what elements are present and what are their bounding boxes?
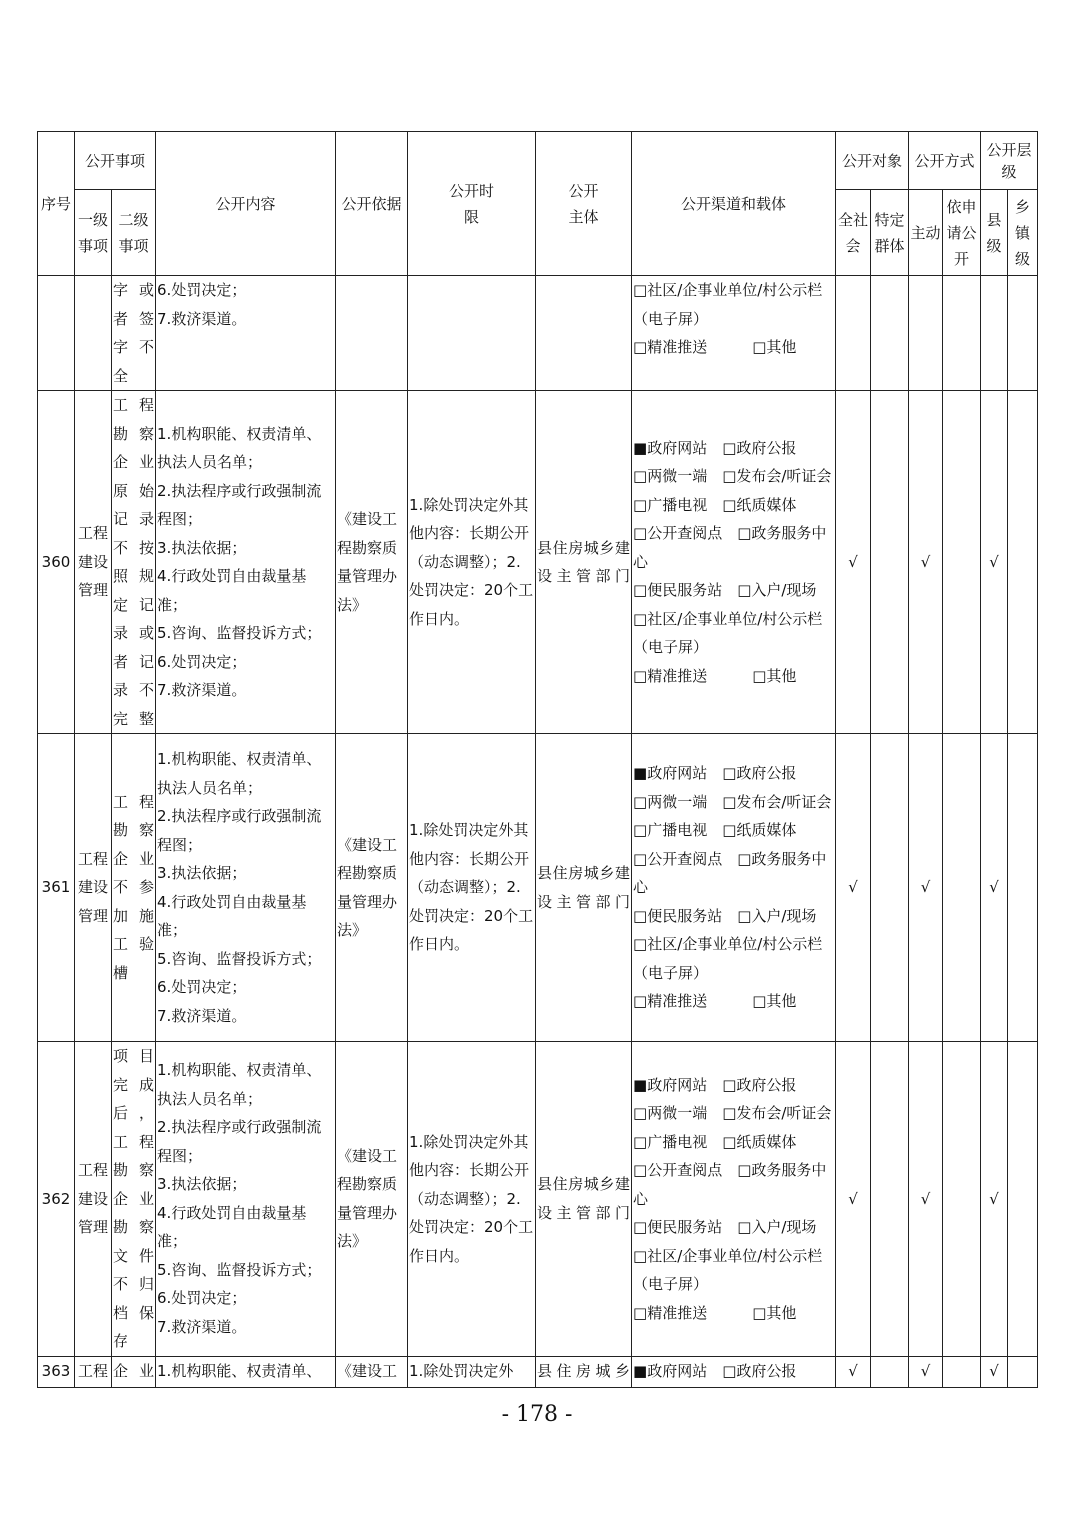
content-line: 6.处罚决定； <box>157 281 247 299</box>
level-county-cell <box>981 276 1008 391</box>
content-line: 5.咨询、监督投诉方式； <box>157 624 322 642</box>
header-seq: 序号 <box>38 132 75 276</box>
header-method: 公开方式 <box>909 132 981 190</box>
header-method-active: 主动 <box>909 190 943 276</box>
content-line: 3.执法依据； <box>157 538 247 557</box>
channel-line: □公开查阅点 □政务服务中心 <box>633 849 827 897</box>
content-line: 6.处罚决定； <box>157 652 247 671</box>
channel-line: □精准推送 □其他 <box>633 666 797 685</box>
time-limit-cell: 1.除处罚决定外 <box>408 1356 536 1387</box>
method-active-cell: √ <box>909 1042 943 1357</box>
content-line: 1.机构职能、权责清单、执法人员名单； <box>157 1061 322 1108</box>
content-line: 4.行政处罚自由裁量基准； <box>157 892 307 939</box>
channel-cell <box>632 1356 836 1387</box>
header-basis: 公开依据 <box>336 132 408 276</box>
header-level-county: 县级 <box>981 190 1008 276</box>
header-method-apply: 依申请公开 <box>943 190 981 276</box>
level-county-cell: √ <box>981 1356 1008 1387</box>
content-line: 4.行政处罚自由裁量基准； <box>157 567 307 614</box>
channel-line: □精准推送 □其他 <box>633 1303 797 1322</box>
channel-line: □公开查阅点 □政务服务中心 <box>633 524 827 571</box>
channel-line: ■政府网站 □政府公报 <box>633 1075 797 1094</box>
channel-line: □精准推送 □其他 <box>633 338 797 356</box>
content-line: 2.执法程序或行政强制流程图； <box>157 1118 322 1165</box>
target-group-cell <box>871 1042 909 1357</box>
basis-cell: 《建设工程勘察质量管理办法》 <box>336 1042 408 1357</box>
channel-line: □广播电视 □纸质媒体 <box>633 495 797 514</box>
content-line: 7.救济渠道。 <box>157 681 247 699</box>
content-line: 3.执法依据； <box>157 864 247 882</box>
table-body <box>38 276 1038 1388</box>
table-row <box>38 1356 1038 1387</box>
level1-cell <box>75 276 112 391</box>
content-line: 3.执法依据； <box>157 1175 247 1194</box>
basis-cell: 《建设工程勘察质量管理办法》 <box>336 391 408 734</box>
content-cell <box>156 734 336 1042</box>
content-cell <box>156 276 336 391</box>
channel-cell <box>632 391 836 734</box>
channel-cell <box>632 1042 836 1357</box>
subject-cell: 县住房城乡 <box>536 1356 632 1387</box>
basis-cell <box>336 276 408 391</box>
channel-cell <box>632 734 836 1042</box>
table-row <box>38 276 1038 391</box>
content-line: 7.救济渠道。 <box>157 309 247 328</box>
content-line: 6.处罚决定； <box>157 1289 247 1308</box>
level1-cell: 工程建设管理 <box>75 391 112 734</box>
target-group-cell <box>871 276 909 391</box>
level2-cell: 字或者签字不全 <box>112 276 156 391</box>
level2-cell: 企业 <box>112 1356 156 1387</box>
header-level-town: 乡镇级 <box>1008 190 1038 276</box>
target-all-cell: √ <box>836 1042 871 1357</box>
level-town-cell <box>1008 1042 1038 1357</box>
disclosure-table <box>37 131 1038 1388</box>
channel-line: □两微一端 □发布会/听证会 <box>633 792 832 811</box>
method-active-cell: √ <box>909 391 943 734</box>
table-row <box>38 1042 1038 1357</box>
channel-line: □广播电视 □纸质媒体 <box>633 1132 797 1151</box>
channel-line: □两微一端 □发布会/听证会 <box>633 1104 832 1122</box>
method-apply-cell <box>943 1042 981 1357</box>
seq-cell: 363 <box>38 1356 75 1387</box>
method-apply-cell <box>943 734 981 1042</box>
header-content: 公开内容 <box>156 132 336 276</box>
channel-line: □精准推送 □其他 <box>633 992 797 1011</box>
content-cell <box>156 1356 336 1387</box>
content-cell <box>156 1042 336 1357</box>
level1-cell: 工程 <box>75 1356 112 1387</box>
header-items: 公开事项 <box>75 132 156 190</box>
header-subject-text: 公开主体 <box>568 181 599 226</box>
content-cell <box>156 391 336 734</box>
subject-cell: 县住房城乡建设主管部门 <box>536 1042 632 1357</box>
channel-line: □社区/企事业单位/村公示栏（电子屏） <box>633 935 823 982</box>
method-apply-cell <box>943 1356 981 1387</box>
target-all-cell: √ <box>836 1356 871 1387</box>
content-line: 5.咨询、监督投诉方式； <box>157 949 322 968</box>
table-row <box>38 391 1038 734</box>
method-apply-cell <box>943 391 981 734</box>
page-number: - 178 - <box>501 1402 573 1427</box>
subject-cell: 县住房城乡建设主管部门 <box>536 391 632 734</box>
content-line: 1.机构职能、权责清单、执法人员名单； <box>157 424 322 471</box>
channel-cell <box>632 276 836 391</box>
table-header <box>38 132 1038 276</box>
subject-cell <box>536 276 632 391</box>
target-group-cell <box>871 1356 909 1387</box>
channel-line: □社区/企事业单位/村公示栏（电子屏） <box>633 1246 823 1293</box>
content-line: 7.救济渠道。 <box>157 1006 247 1025</box>
time-limit-cell: 1.除处罚决定外其他内容：长期公开（动态调整）；2.处罚决定：20个工作日内。 <box>408 734 536 1042</box>
level-county-cell: √ <box>981 391 1008 734</box>
channel-line: ■政府网站 □政府公报 <box>633 1362 797 1381</box>
target-all-cell: √ <box>836 391 871 734</box>
channel-line: ■政府网站 □政府公报 <box>633 764 797 783</box>
target-all-cell: √ <box>836 734 871 1042</box>
channel-line: ■政府网站 □政府公报 <box>633 438 797 457</box>
channel-line: □公开查阅点 □政务服务中心 <box>633 1161 827 1208</box>
table-row <box>38 734 1038 1042</box>
target-group-cell <box>871 734 909 1042</box>
channel-line: □广播电视 □纸质媒体 <box>633 821 797 840</box>
header-time-limit <box>408 132 536 276</box>
content-line: 1.机构职能、权责清单、 <box>157 1362 322 1381</box>
header-target: 公开对象 <box>836 132 909 190</box>
basis-cell: 《建设工程勘察质量管理办法》 <box>336 734 408 1042</box>
channel-line: □社区/企事业单位/村公示栏（电子屏） <box>633 281 823 328</box>
time-limit-cell: 1.除处罚决定外其他内容：长期公开（动态调整）；2.处罚决定：20个工作日内。 <box>408 391 536 734</box>
channel-line: □便民服务站 □入户/现场 <box>633 1218 817 1236</box>
header-level: 公开层级 <box>981 132 1038 190</box>
basis-cell: 《建设工 <box>336 1356 408 1387</box>
method-active-cell <box>909 276 943 391</box>
seq-cell: 361 <box>38 734 75 1042</box>
content-line: 1.机构职能、权责清单、执法人员名单； <box>157 750 322 797</box>
level-county-cell: √ <box>981 1042 1008 1357</box>
level2-cell: 项目完成后，工程勘察企业勘察文件不归档保存 <box>112 1042 156 1357</box>
channel-line: □社区/企事业单位/村公示栏（电子屏） <box>633 609 823 657</box>
header-level1: 一级事项 <box>75 190 112 276</box>
channel-line: □便民服务站 □入户/现场 <box>633 906 817 925</box>
level2-cell: 工程勘察企业原始记录不按照规定记录或者记录不完整 <box>112 391 156 734</box>
content-line: 6.处罚决定； <box>157 978 247 996</box>
seq-cell: 360 <box>38 391 75 734</box>
level1-cell: 工程建设管理 <box>75 1042 112 1357</box>
level-town-cell <box>1008 391 1038 734</box>
level-town-cell <box>1008 734 1038 1042</box>
target-all-cell <box>836 276 871 391</box>
header-channel: 公开渠道和载体 <box>632 132 836 276</box>
method-active-cell: √ <box>909 1356 943 1387</box>
header-time-limit-text: 公开时限 <box>449 181 495 226</box>
level2-cell: 工程勘察企业不参加施工验槽 <box>112 734 156 1042</box>
channel-line: □便民服务站 □入户/现场 <box>633 581 817 600</box>
content-line: 2.执法程序或行政强制流程图； <box>157 481 322 528</box>
seq-cell: 362 <box>38 1042 75 1357</box>
subject-cell: 县住房城乡建设主管部门 <box>536 734 632 1042</box>
header-subject <box>536 132 632 276</box>
content-line: 2.执法程序或行政强制流程图； <box>157 807 322 854</box>
content-line: 4.行政处罚自由裁量基准； <box>157 1203 307 1251</box>
time-limit-cell <box>408 276 536 391</box>
method-apply-cell <box>943 276 981 391</box>
header-target-all: 全社会 <box>836 190 871 276</box>
header-level2: 二级事项 <box>112 190 156 276</box>
content-line: 5.咨询、监督投诉方式； <box>157 1260 322 1279</box>
level-town-cell <box>1008 1356 1038 1387</box>
time-limit-cell: 1.除处罚决定外其他内容：长期公开（动态调整）；2.处罚决定：20个工作日内。 <box>408 1042 536 1357</box>
header-target-group: 特定群体 <box>871 190 909 276</box>
target-group-cell <box>871 391 909 734</box>
channel-line: □两微一端 □发布会/听证会 <box>633 467 832 486</box>
level-town-cell <box>1008 276 1038 391</box>
seq-cell <box>38 276 75 391</box>
level1-cell: 工程建设管理 <box>75 734 112 1042</box>
method-active-cell: √ <box>909 734 943 1042</box>
level-county-cell: √ <box>981 734 1008 1042</box>
content-line: 7.救济渠道。 <box>157 1317 247 1336</box>
